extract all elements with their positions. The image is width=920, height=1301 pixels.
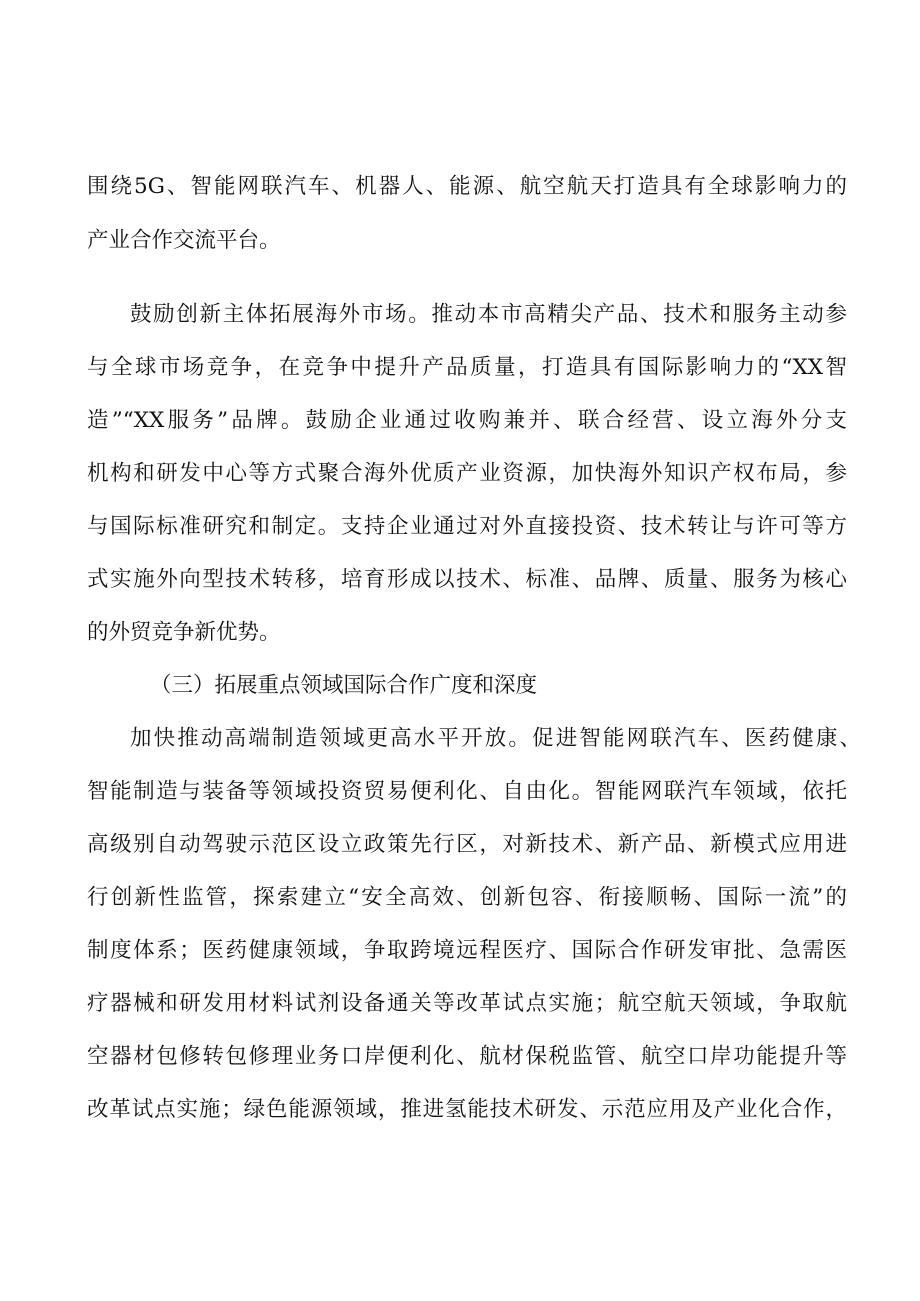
paragraph-line: 行创新性监管，探索建立“安全高效、创新包容、衔接顺畅、国际一流”的 xyxy=(87,885,847,910)
paragraph-line: 制度体系；医药健康领域，争取跨境远程医疗、国际合作研发审批、急需医 xyxy=(87,938,847,963)
paragraph-line: 智能制造与装备等领域投资贸易便利化、自由化。智能网联汽车领域，依托 xyxy=(87,779,847,804)
paragraph-line: 的外贸竞争新优势。 xyxy=(87,620,281,645)
paragraph-line: 造”“XX服务”品牌。鼓励企业通过收购兼并、联合经营、设立海外分支 xyxy=(87,408,847,433)
paragraph-line: 产业合作交流平台。 xyxy=(87,228,281,253)
paragraph-line: 空器材包修转包修理业务口岸便利化、航材保税监管、航空口岸功能提升等 xyxy=(87,1044,847,1069)
paragraph-line: 围绕5G、智能网联汽车、机器人、能源、航空航天打造具有全球影响力的 xyxy=(87,174,847,199)
paragraph-line: 高级别自动驾驶示范区设立政策先行区，对新技术、新产品、新模式应用进 xyxy=(87,832,847,857)
paragraph-line: 疗器械和研发用材料试剂设备通关等改革试点实施；航空航天领域，争取航 xyxy=(87,991,847,1016)
paragraph-line: 加快推动高端制造领域更高水平开放。促进智能网联汽车、医药健康、 xyxy=(130,726,861,751)
paragraph-line: 改革试点实施；绿色能源领域，推进氢能技术研发、示范应用及产业化合作， xyxy=(87,1097,847,1122)
paragraph-line: 鼓励创新主体拓展海外市场。推动本市高精尖产品、技术和服务主动参 xyxy=(130,302,847,327)
paragraph-line: 与国际标准研究和制定。支持企业通过对外直接投资、技术转让与许可等方 xyxy=(87,514,847,539)
paragraph-line: 与全球市场竞争，在竞争中提升产品质量，打造具有国际影响力的“XX智 xyxy=(87,355,847,380)
paragraph-line: 机构和研发中心等方式聚合海外优质产业资源，加快海外知识产权布局，参 xyxy=(87,461,847,486)
section-heading: （三）拓展重点领域国际合作广度和深度 xyxy=(150,673,538,698)
paragraph-line: 式实施外向型技术转移，培育形成以技术、标准、品牌、质量、服务为核心 xyxy=(87,567,847,592)
